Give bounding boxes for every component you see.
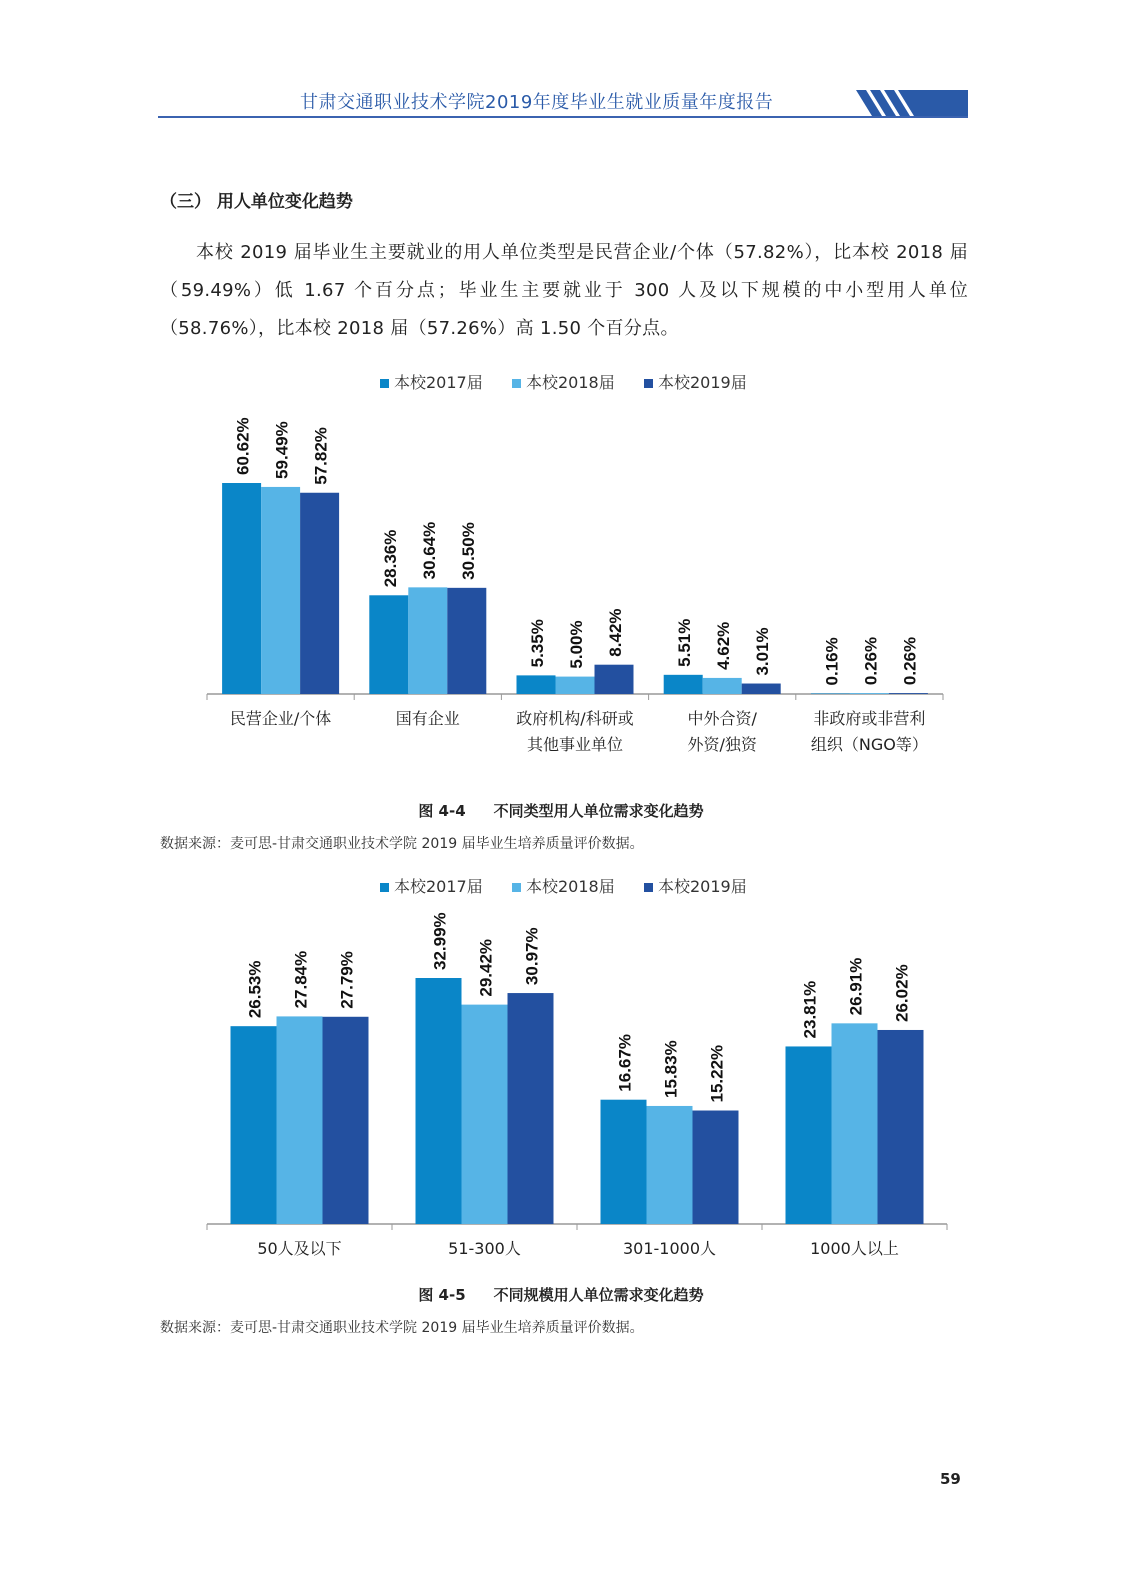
bar — [878, 1030, 924, 1224]
bar — [416, 978, 462, 1224]
data-label: 30.64% — [419, 521, 439, 580]
legend-swatch — [380, 379, 389, 388]
bar — [369, 595, 408, 694]
bar — [261, 487, 300, 694]
legend-swatch — [644, 883, 653, 892]
figure-title: 不同类型用人单位需求变化趋势 — [493, 802, 704, 820]
data-source-note: 数据来源：麦可思-甘肃交通职业技术学院 2019 届毕业生培养质量评价数据。 — [160, 1320, 644, 1336]
legend-label: 本校2017届 — [394, 373, 483, 392]
data-source-note: 数据来源：麦可思-甘肃交通职业技术学院 2019 届毕业生培养质量评价数据。 — [160, 836, 644, 852]
bar — [742, 684, 781, 694]
header-rule — [158, 116, 968, 118]
bar — [832, 1023, 878, 1224]
data-label: 29.42% — [476, 938, 496, 997]
section-title: （三） 用人单位变化趋势 — [160, 192, 353, 212]
data-label: 26.53% — [245, 960, 265, 1019]
data-label: 16.67% — [615, 1034, 635, 1092]
data-label: 15.83% — [661, 1040, 681, 1098]
data-label: 8.42% — [606, 608, 625, 657]
bar — [889, 693, 928, 694]
legend-swatch — [512, 379, 521, 388]
data-label: 30.97% — [522, 927, 542, 986]
data-label: 15.22% — [707, 1044, 727, 1103]
bar — [231, 1026, 277, 1224]
legend-label: 本校2018届 — [526, 877, 615, 896]
chart-employer-size-svg — [150, 872, 970, 1272]
figure-number: 图 4-4 — [418, 802, 466, 820]
bar — [664, 675, 703, 694]
bar — [786, 1046, 832, 1224]
data-label: 4.62% — [714, 621, 734, 670]
data-label: 60.62% — [233, 417, 253, 475]
legend-label: 本校2018届 — [526, 373, 615, 392]
category-label: 50人及以下 — [257, 1239, 342, 1258]
bar — [556, 677, 595, 694]
legend-label: 本校2019届 — [658, 373, 747, 392]
bar — [703, 678, 742, 694]
data-label: 0.16% — [822, 637, 842, 686]
legend-swatch — [512, 883, 521, 892]
data-label: 3.01% — [753, 627, 773, 676]
bar — [517, 675, 556, 694]
data-label: 26.02% — [892, 964, 912, 1022]
report-header-title: 甘肃交通职业技术学院2019年度毕业生就业质量年度报告 — [300, 92, 774, 113]
bar — [850, 693, 889, 694]
figure-number: 图 4-5 — [418, 1286, 466, 1304]
data-label: 27.79% — [337, 951, 357, 1009]
legend-swatch — [380, 883, 389, 892]
bar — [811, 693, 850, 694]
data-label: 57.82% — [311, 427, 331, 485]
category-label: 外资/独资 — [687, 735, 757, 754]
page-number: 59 — [940, 1470, 961, 1488]
data-label: 23.81% — [800, 980, 820, 1039]
figure-title: 不同规模用人单位需求变化趋势 — [493, 1286, 704, 1304]
data-label: 0.26% — [861, 636, 881, 686]
bar — [508, 993, 554, 1224]
bar — [647, 1106, 693, 1224]
data-label: 27.84% — [291, 950, 311, 1009]
bar — [277, 1016, 323, 1224]
figure-caption-4-4 — [0, 800, 1122, 821]
legend-swatch — [644, 379, 653, 388]
data-label: 5.35% — [528, 619, 547, 668]
category-label: 组织（NGO等） — [810, 735, 928, 754]
bar — [462, 1005, 508, 1224]
bar — [323, 1017, 369, 1224]
chart-employer-type-svg — [150, 368, 970, 768]
category-label: 政府机构/科研或 — [516, 709, 634, 728]
category-label: 非政府或非营利 — [813, 709, 926, 728]
bar — [300, 493, 339, 694]
bar — [408, 587, 447, 694]
bar — [693, 1111, 739, 1224]
data-label: 32.99% — [430, 912, 450, 970]
category-label: 民营企业/个体 — [229, 709, 332, 728]
bar — [447, 588, 486, 694]
category-label: 51-300人 — [448, 1239, 521, 1258]
data-label: 59.49% — [272, 421, 292, 479]
section-paragraph — [160, 234, 968, 348]
paragraph-text: 本校 2019 届毕业生主要就业的用人单位类型是民营企业/个体（57.82%），比本校 2018 届（59.49%）低 1.67 个百分点；毕业生主要就业于 300 人及以下规模的中小型用人单位（58.76%），比本校 2018 届（57.26%）高 1.50 个百分点。 — [160, 242, 968, 339]
category-label: 其他事业单位 — [526, 735, 624, 754]
legend-label: 本校2019届 — [658, 877, 747, 896]
bar — [601, 1100, 647, 1224]
chart-employer-type — [150, 368, 970, 768]
data-label: 5.51% — [675, 618, 695, 667]
figure-caption-4-5 — [0, 1284, 1122, 1305]
header-stripe-decoration — [856, 90, 968, 120]
bar — [595, 665, 634, 694]
chart-employer-size — [150, 872, 970, 1272]
data-label: 26.91% — [846, 957, 866, 1016]
data-label: 5.00% — [567, 620, 586, 669]
data-label: 28.36% — [380, 529, 400, 588]
data-label: 0.26% — [900, 636, 920, 686]
data-label: 30.50% — [458, 522, 478, 580]
category-label: 中外合资/ — [687, 709, 757, 728]
category-label: 301-1000人 — [622, 1239, 717, 1258]
category-label: 1000人以上 — [810, 1239, 899, 1258]
bar — [222, 483, 261, 694]
legend-label: 本校2017届 — [394, 877, 483, 896]
category-label: 国有企业 — [395, 709, 460, 728]
